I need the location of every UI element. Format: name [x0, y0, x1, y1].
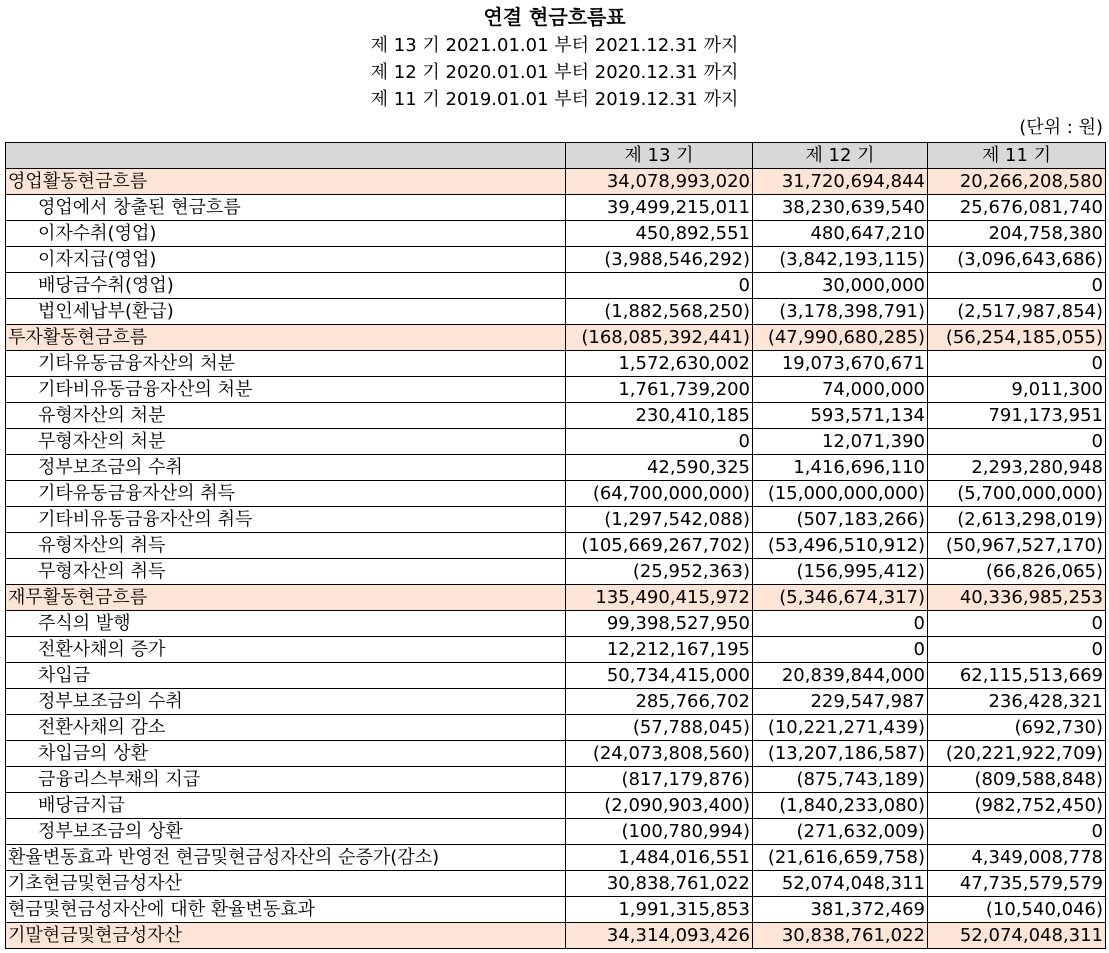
value-13: (57,788,045)	[566, 715, 753, 741]
value-13: 0	[566, 273, 753, 299]
value-13: 34,078,993,020	[566, 169, 753, 195]
value-13: 1,761,739,200	[566, 377, 753, 403]
unit-label: (단위 : 원)	[1019, 117, 1103, 138]
value-11: (2,517,987,854)	[928, 299, 1106, 325]
value-12: 30,838,761,022	[753, 923, 928, 949]
value-13: 1,572,630,002	[566, 351, 753, 377]
value-13: 50,734,415,000	[566, 663, 753, 689]
value-13: 0	[566, 429, 753, 455]
table-row	[6, 273, 1106, 299]
value-12: 0	[753, 611, 928, 637]
cash-flow-table	[5, 142, 1106, 949]
value-11: 236,428,321	[928, 689, 1106, 715]
period-line-11: 제 11 기 2019.01.01 부터 2019.12.31 까지	[370, 89, 739, 110]
row-label: 주식의 발행	[6, 611, 566, 637]
value-13: (105,669,267,702)	[566, 533, 753, 559]
value-12: (13,207,186,587)	[753, 741, 928, 767]
row-label: 재무활동현금흐름	[6, 585, 566, 611]
header-period-13: 제 13 기	[566, 143, 753, 169]
value-12: 593,571,134	[753, 403, 928, 429]
value-12: (21,616,659,758)	[753, 845, 928, 871]
row-label: 배당금수취(영업)	[6, 273, 566, 299]
row-label: 투자활동현금흐름	[6, 325, 566, 351]
row-label: 이자수취(영업)	[6, 221, 566, 247]
value-12: 12,071,390	[753, 429, 928, 455]
row-label: 영업활동현금흐름	[6, 169, 566, 195]
value-11: 4,349,008,778	[928, 845, 1106, 871]
section-row	[6, 923, 1106, 949]
table-row	[6, 195, 1106, 221]
value-13: 1,991,315,853	[566, 897, 753, 923]
value-13: 99,398,527,950	[566, 611, 753, 637]
row-label: 무형자산의 취득	[6, 559, 566, 585]
row-label: 금융리스부채의 지급	[6, 767, 566, 793]
value-12: (875,743,189)	[753, 767, 928, 793]
table-row	[6, 533, 1106, 559]
value-13: (1,297,542,088)	[566, 507, 753, 533]
value-11: 0	[928, 819, 1106, 845]
value-12: 381,372,469	[753, 897, 928, 923]
value-11: 0	[928, 611, 1106, 637]
table-row	[6, 819, 1106, 845]
value-11: (20,221,922,709)	[928, 741, 1106, 767]
row-label: 기타유동금융자산의 처분	[6, 351, 566, 377]
value-11: 204,758,380	[928, 221, 1106, 247]
row-label: 차입금	[6, 663, 566, 689]
section-row	[6, 325, 1106, 351]
value-11: 0	[928, 429, 1106, 455]
row-label: 배당금지급	[6, 793, 566, 819]
value-13: 1,484,016,551	[566, 845, 753, 871]
value-13: (25,952,363)	[566, 559, 753, 585]
period-line-13: 제 13 기 2021.01.01 부터 2021.12.31 까지	[370, 35, 739, 56]
value-12: (507,183,266)	[753, 507, 928, 533]
table-row	[6, 455, 1106, 481]
value-11: 62,115,513,669	[928, 663, 1106, 689]
value-11: 0	[928, 273, 1106, 299]
table-row	[6, 663, 1106, 689]
value-12: 74,000,000	[753, 377, 928, 403]
table-row	[6, 871, 1106, 897]
value-13: (1,882,568,250)	[566, 299, 753, 325]
value-13: 39,499,215,011	[566, 195, 753, 221]
value-11: (56,254,185,055)	[928, 325, 1106, 351]
table-row	[6, 429, 1106, 455]
row-label: 전환사채의 감소	[6, 715, 566, 741]
period-line-12: 제 12 기 2020.01.01 부터 2020.12.31 까지	[370, 62, 739, 83]
value-11: (5,700,000,000)	[928, 481, 1106, 507]
value-11: (2,613,298,019)	[928, 507, 1106, 533]
row-label: 정부보조금의 상환	[6, 819, 566, 845]
value-11: 2,293,280,948	[928, 455, 1106, 481]
value-13: (100,780,994)	[566, 819, 753, 845]
row-label: 법인세납부(환급)	[6, 299, 566, 325]
value-11: (809,588,848)	[928, 767, 1106, 793]
value-13: 230,410,185	[566, 403, 753, 429]
value-13: (168,085,392,441)	[566, 325, 753, 351]
header-period-12: 제 12 기	[753, 143, 928, 169]
value-13: 12,212,167,195	[566, 637, 753, 663]
value-13: 34,314,093,426	[566, 923, 753, 949]
value-12: (5,346,674,317)	[753, 585, 928, 611]
row-label: 현금및현금성자산에 대한 환율변동효과	[6, 897, 566, 923]
table-row	[6, 689, 1106, 715]
value-12: 480,647,210	[753, 221, 928, 247]
value-11: 40,336,985,253	[928, 585, 1106, 611]
value-11: (50,967,527,170)	[928, 533, 1106, 559]
table-row	[6, 247, 1106, 273]
row-label: 유형자산의 처분	[6, 403, 566, 429]
table-row	[6, 507, 1106, 533]
value-12: (3,178,398,791)	[753, 299, 928, 325]
row-label: 정부보조금의 수취	[6, 455, 566, 481]
table-row	[6, 715, 1106, 741]
value-12: (156,995,412)	[753, 559, 928, 585]
section-row	[6, 169, 1106, 195]
table-row	[6, 351, 1106, 377]
row-label: 정부보조금의 수취	[6, 689, 566, 715]
row-label: 환율변동효과 반영전 현금및현금성자산의 순증가(감소)	[6, 845, 566, 871]
value-13: (3,988,546,292)	[566, 247, 753, 273]
value-13: 135,490,415,972	[566, 585, 753, 611]
value-11: 9,011,300	[928, 377, 1106, 403]
value-12: (15,000,000,000)	[753, 481, 928, 507]
table-row	[6, 559, 1106, 585]
table-row	[6, 637, 1106, 663]
table-row	[6, 221, 1106, 247]
cash-flow-table-body	[6, 143, 1106, 949]
statement-title: 연결 현금흐름표	[483, 5, 626, 29]
value-11: 791,173,951	[928, 403, 1106, 429]
value-11: 0	[928, 351, 1106, 377]
value-12: 38,230,639,540	[753, 195, 928, 221]
value-12: (10,221,271,439)	[753, 715, 928, 741]
value-12: (47,990,680,285)	[753, 325, 928, 351]
table-row	[6, 611, 1106, 637]
table-row	[6, 299, 1106, 325]
value-13: (64,700,000,000)	[566, 481, 753, 507]
value-11: 20,266,208,580	[928, 169, 1106, 195]
table-header-row	[6, 143, 1106, 169]
value-12: 20,839,844,000	[753, 663, 928, 689]
row-label: 유형자산의 취득	[6, 533, 566, 559]
row-label: 전환사채의 증가	[6, 637, 566, 663]
row-label: 영업에서 창출된 현금흐름	[6, 195, 566, 221]
row-label: 기타유동금융자산의 취득	[6, 481, 566, 507]
row-label: 무형자산의 처분	[6, 429, 566, 455]
table-row	[6, 897, 1106, 923]
table-row	[6, 793, 1106, 819]
row-label: 기타비유동금융자산의 처분	[6, 377, 566, 403]
table-row	[6, 845, 1106, 871]
row-label: 이자지급(영업)	[6, 247, 566, 273]
value-11: 0	[928, 637, 1106, 663]
value-11: (692,730)	[928, 715, 1106, 741]
value-12: 52,074,048,311	[753, 871, 928, 897]
value-13: (817,179,876)	[566, 767, 753, 793]
value-12: (3,842,193,115)	[753, 247, 928, 273]
row-label: 기초현금및현금성자산	[6, 871, 566, 897]
value-13: 30,838,761,022	[566, 871, 753, 897]
value-11: (982,752,450)	[928, 793, 1106, 819]
table-row	[6, 767, 1106, 793]
row-label: 기말현금및현금성자산	[6, 923, 566, 949]
value-11: (3,096,643,686)	[928, 247, 1106, 273]
value-12: 19,073,670,671	[753, 351, 928, 377]
value-12: 0	[753, 637, 928, 663]
value-13: 285,766,702	[566, 689, 753, 715]
value-11: (66,826,065)	[928, 559, 1106, 585]
value-13: (24,073,808,560)	[566, 741, 753, 767]
value-12: 1,416,696,110	[753, 455, 928, 481]
value-11: 47,735,579,579	[928, 871, 1106, 897]
value-13: (2,090,903,400)	[566, 793, 753, 819]
value-12: (53,496,510,912)	[753, 533, 928, 559]
value-13: 450,892,551	[566, 221, 753, 247]
table-row	[6, 481, 1106, 507]
table-row	[6, 741, 1106, 767]
row-label: 기타비유동금융자산의 취득	[6, 507, 566, 533]
table-row	[6, 377, 1106, 403]
value-13: 42,590,325	[566, 455, 753, 481]
row-label: 차입금의 상환	[6, 741, 566, 767]
value-12: (1,840,233,080)	[753, 793, 928, 819]
header-label-cell	[6, 143, 566, 169]
table-row	[6, 403, 1106, 429]
value-12: (271,632,009)	[753, 819, 928, 845]
section-row	[6, 585, 1106, 611]
value-11: 25,676,081,740	[928, 195, 1106, 221]
value-12: 30,000,000	[753, 273, 928, 299]
header-period-11: 제 11 기	[928, 143, 1106, 169]
value-12: 31,720,694,844	[753, 169, 928, 195]
value-12: 229,547,987	[753, 689, 928, 715]
value-11: (10,540,046)	[928, 897, 1106, 923]
value-11: 52,074,048,311	[928, 923, 1106, 949]
